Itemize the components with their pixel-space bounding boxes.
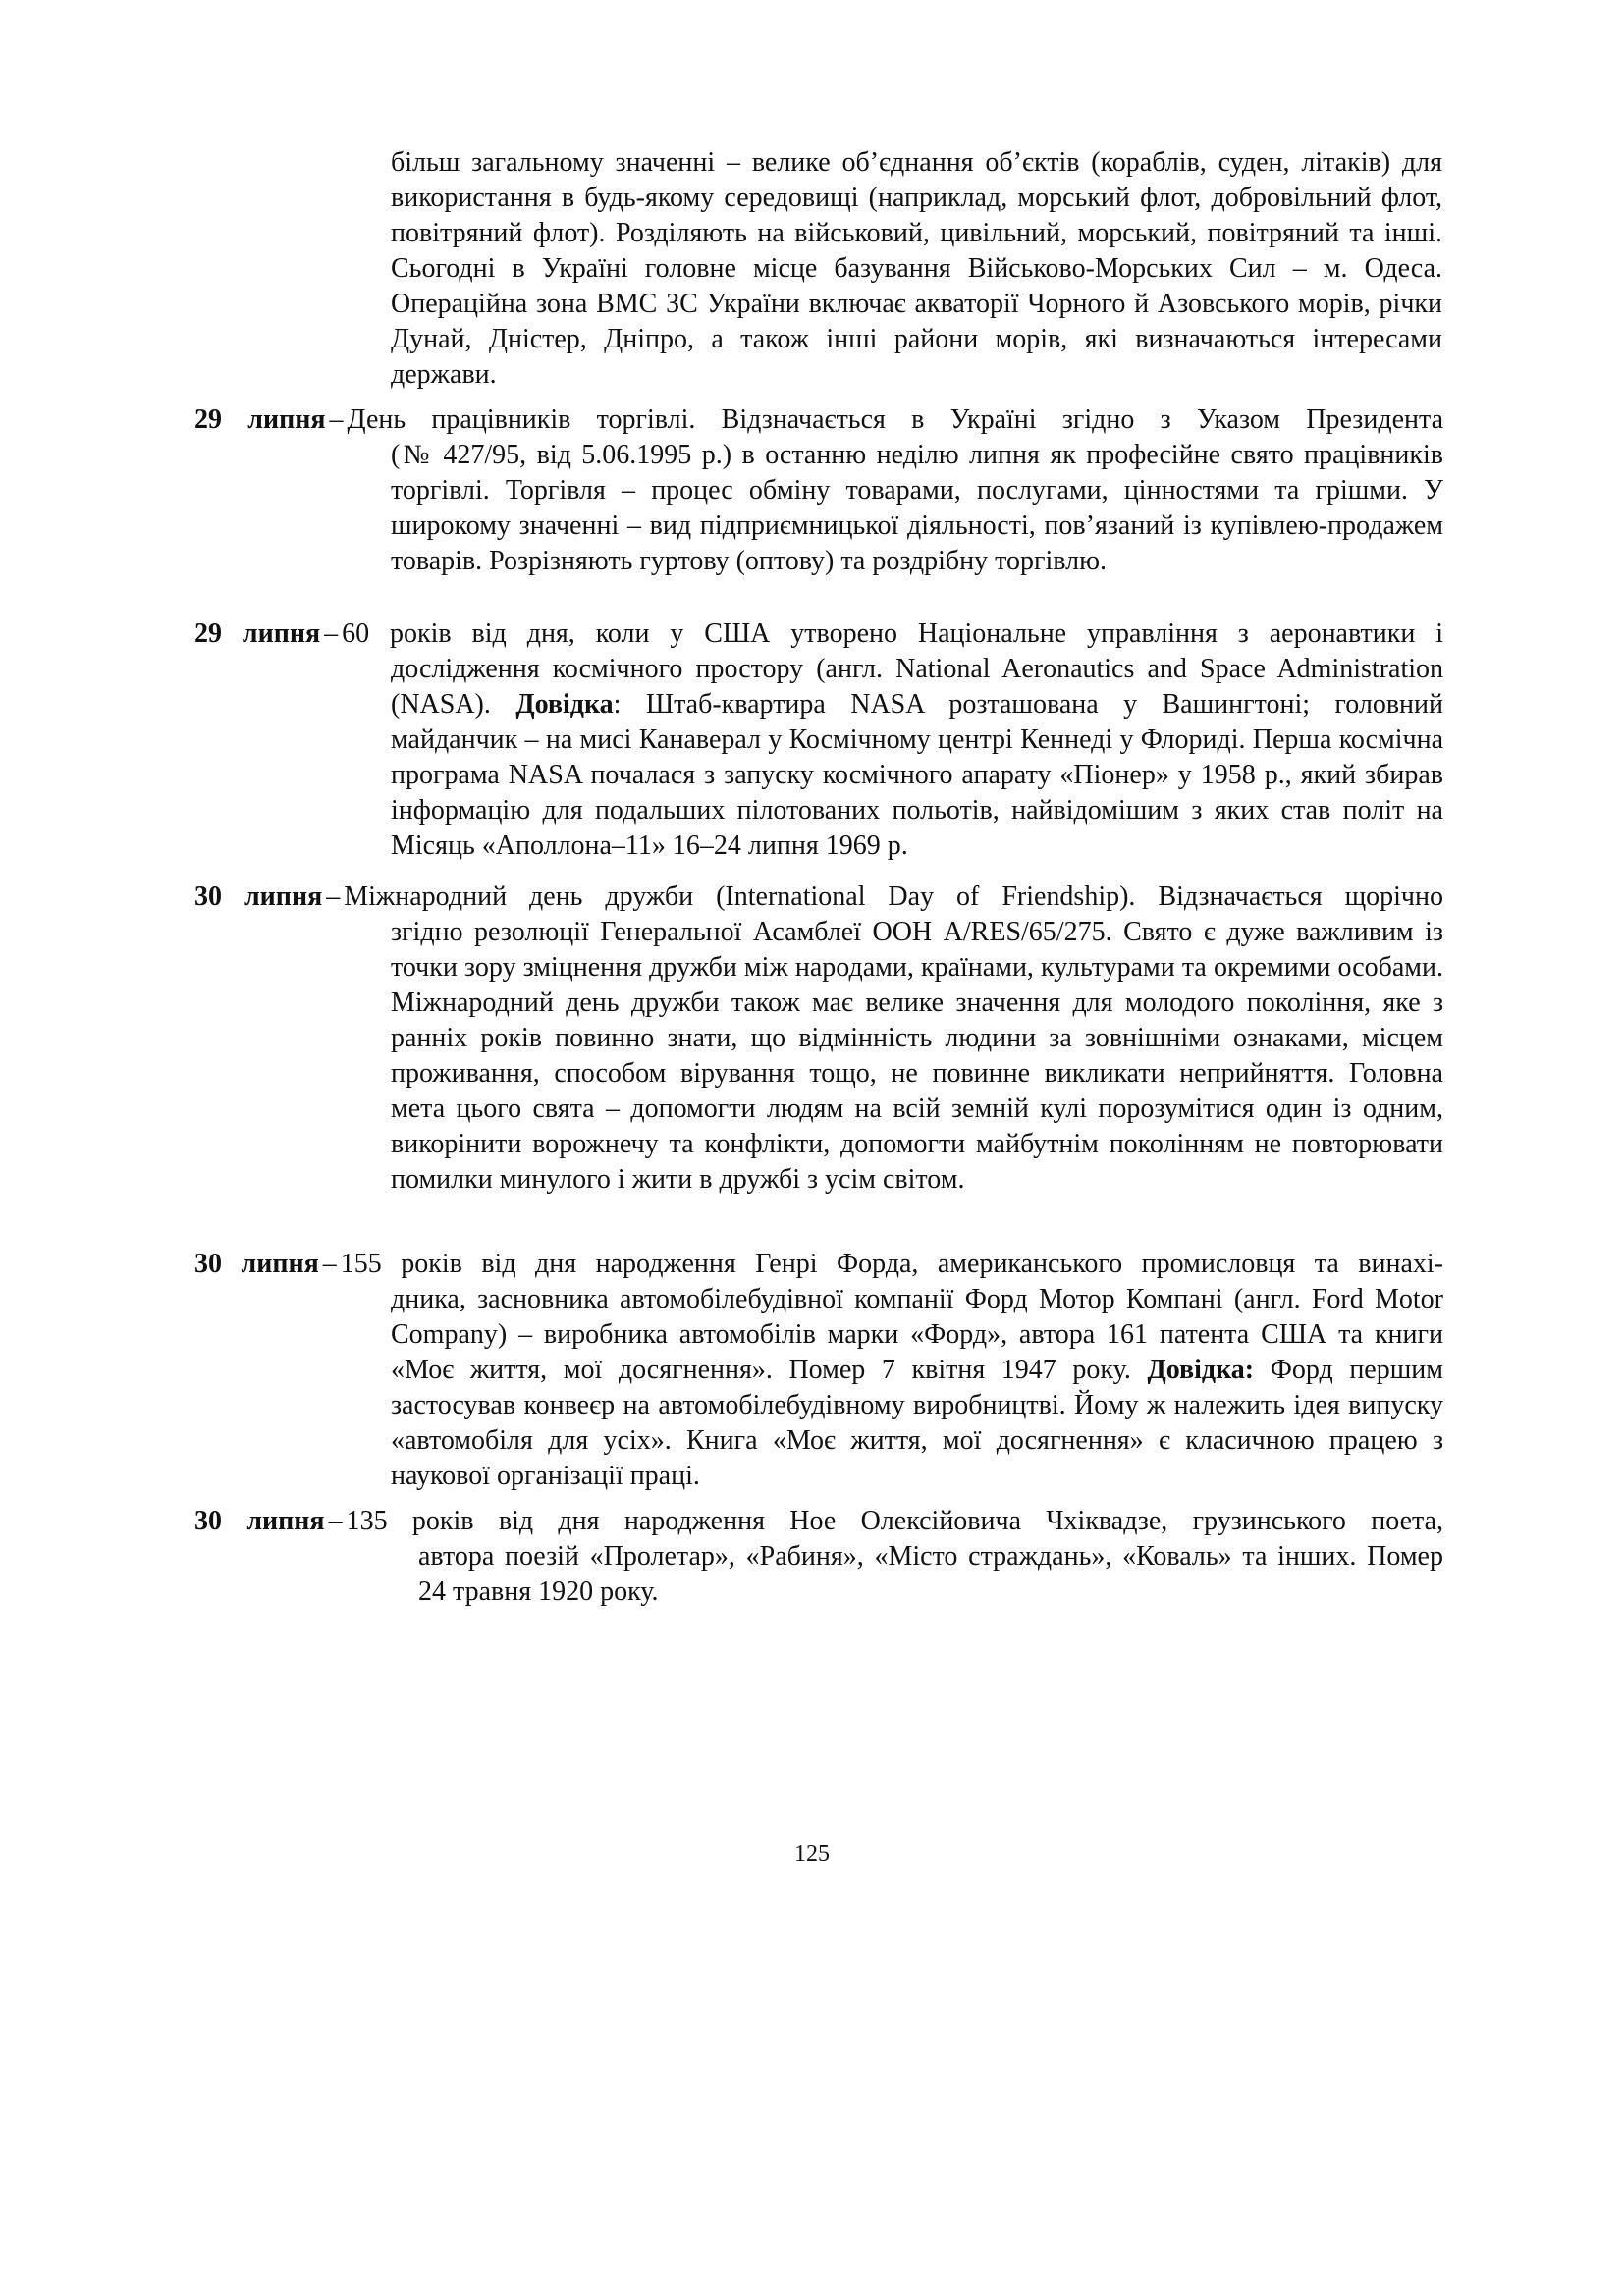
- entry-text: автора поезій «Пролетар», «Рабиня», «Місто страждань», «Коваль» та інших. Помер 24 травня 1920 року.: [418, 1541, 1443, 1607]
- entry-date: 30 липня: [194, 881, 323, 912]
- entry-dash: –: [326, 881, 341, 912]
- entry-date: 30 липня: [194, 1506, 325, 1536]
- entry-first-text: 155 років від дня народження Генрі Форда, американського промисловця та винахі-: [340, 1249, 1443, 1279]
- entry-text: згідно резолюції Генеральної Асамблеї ООН A/RES/65/275. Свято є дуже важливим із точки зору зміцнення дружби між народами, країнами, культурами та окремими особами. Міжнародний день дружби також має велике значення для молодого покоління, яке з ранніх років повинно знати, що відмінність людини за зовнішніми ознаками, місцем проживання, способом вірування тощо, не повинне викликати неприйняття. Головна мета цього свята – допомогти людям на всій земній кулі порозумітися один із одним, викорінити ворожнечу та конфлікти, допомогти майбутнім поколінням не повторювати помилки минулого і жити в дружбі з усім світом.: [391, 917, 1443, 1195]
- page-number: 125: [794, 1842, 830, 1867]
- entry-text-after-note: : Штаб-квартира NASA розташована у Вашингтоні; головний майданчик – на мисі Канаверал у Космічному центрі Кеннеді у Флориді. Перша космічна програма NASA почалася з запуску космічного апарату «Піонер» у 1958 р., який збирав інформацію для подальших пілотованих польотів, найвідомішим з яких став політ на Місяць «Аполлона–11» 16–24 липня 1969 р.: [391, 689, 1443, 861]
- entry-text: [391, 652, 1443, 864]
- entry-date: 29 липня: [194, 618, 321, 649]
- entry-text: [391, 1282, 1443, 1494]
- entry-date: 30 липня: [194, 1249, 319, 1279]
- entry-first-text: Міжнародний день дружби (International Day of Friendship). Відзначається щорічно: [344, 881, 1444, 912]
- calendar-entry: [194, 402, 1443, 579]
- calendar-entry: [194, 616, 1443, 864]
- entry-text: (№ 427/95, від 5.06.1995 р.) в останню неділю липня як професійне свято працівників торгівлі. Торгівля – процес обміну товарами, послугами, цінностями та грішми. У широкому значенні – вид підприємницької діяльності, пов’язаний із купівлею-продажем товарів. Розрізняють гуртову (оптову) та роздрібну торгівлю.: [391, 440, 1443, 576]
- note-label: Довідка:: [1147, 1355, 1255, 1385]
- entry-first-text: 60 років від дня, коли у США утворено Національне управління з аеронавтики і: [342, 618, 1443, 649]
- calendar-entry: [194, 1504, 1443, 1610]
- note-label: Довідка: [515, 689, 614, 720]
- continuation-paragraph: більш загальному значенні – велике об’єднання об’єктів (кораблів, суден, літаків) для використання в будь-якому середовищі (наприклад, морський флот, добровільний флот, повітряний флот). Розділяють на військовий, цивільний, морський, повітряний та інші. Сьогодні в Україні головне місце базування Військово-Морських Сил – м. Одеса. Операційна зона ВМС ЗС України включає акваторії Чорного й Азовського морів, річки Дунай, Дністер, Дніпро, а також інші райони морів, які визначаються інтересами держави.: [391, 147, 1442, 390]
- entry-text-after-note: Форд першим застосував конвеєр на автомобілебудівному виробництві. Йому ж належить ідея випуску «автомобіля для усіх». Книга «Моє життя, мої досягнення» є класичною працею з наукової організації праці.: [391, 1355, 1443, 1491]
- entry-dash: –: [329, 404, 344, 435]
- entry-text-before-note: дослідження космічного простору (англ. National Aeronautics and Space Administration (NASA).: [391, 654, 1443, 720]
- entry-text-before-note: дника, засновника автомобілебудівної компанії Форд Мотор Компані (англ. Ford Motor Company) – виробника автомобілів марки «Форд», автора 161 патента США та книги «Моє життя, мої досягнення». Помер 7 квітня 1947 року.: [391, 1284, 1443, 1385]
- entry-first-text: 135 років від дня народження Ное Олексійовича Чхіквадзе, грузинського поета,: [346, 1506, 1443, 1536]
- entry-dash: –: [322, 1249, 337, 1279]
- entry-first-text: День працівників торгівлі. Відзначається в Україні згідно з Указом Президента: [347, 404, 1443, 435]
- entry-date: 29 липня: [194, 404, 326, 435]
- entry-first-line: [194, 880, 1443, 915]
- entry-dash: –: [324, 618, 339, 649]
- calendar-entry: [194, 880, 1443, 1198]
- entry-first-line: [194, 1247, 1443, 1282]
- calendar-entry: [194, 1247, 1443, 1494]
- entry-dash: –: [328, 1506, 343, 1536]
- entry-first-line: [194, 1504, 1443, 1539]
- entry-first-line: [194, 402, 1443, 438]
- entry-first-line: [194, 616, 1443, 652]
